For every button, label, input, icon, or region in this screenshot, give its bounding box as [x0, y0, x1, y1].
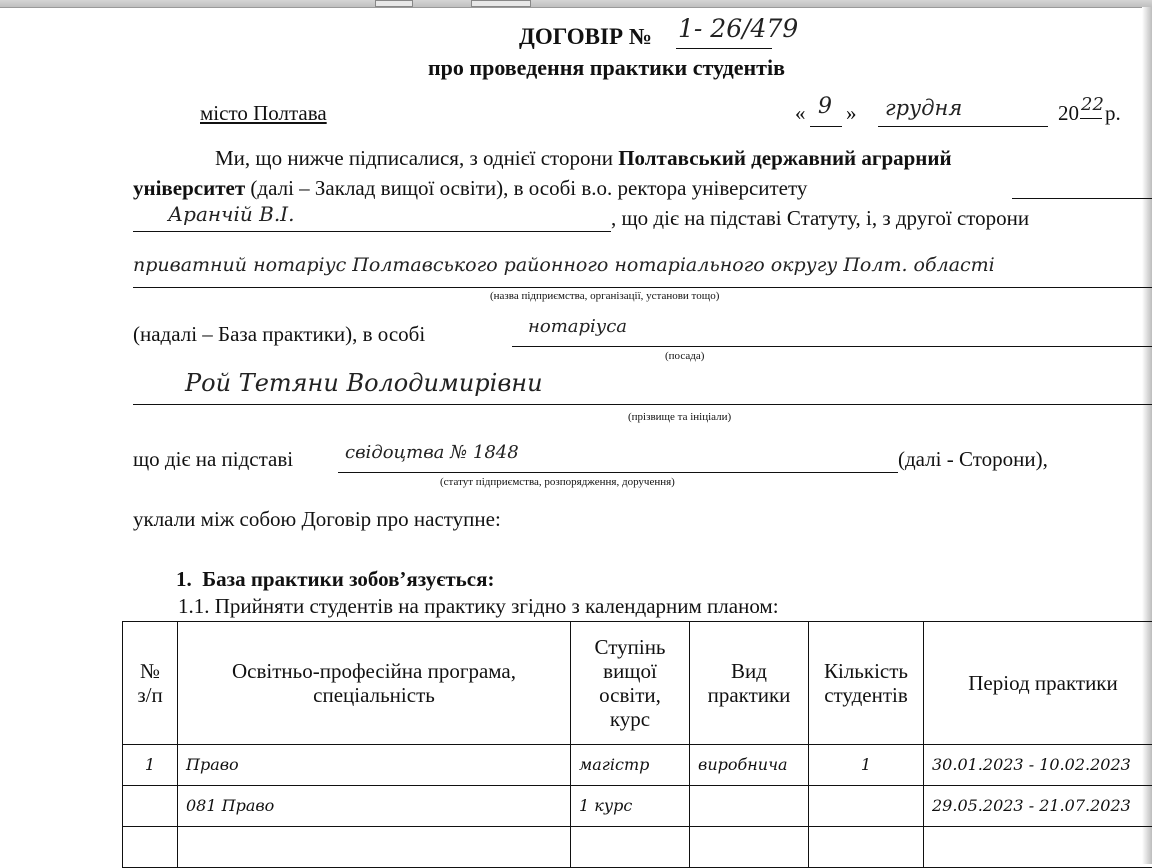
cell-level: [571, 827, 690, 868]
cell-count: 1: [809, 745, 924, 786]
table-row: [123, 786, 1152, 827]
base-position: нотаріуса: [528, 316, 627, 337]
organization-name: приватний нотаріус Полтавського районного нотаріального округу Полт. області: [133, 254, 995, 276]
header-type-line: практики: [692, 683, 806, 707]
header-period: [924, 622, 1152, 745]
section-1-1-text: 1.1. Прийняти студентів на практику згідно з календарним планом:: [178, 594, 779, 619]
intro-line-1: [215, 146, 952, 171]
header-num-line: з/п: [125, 683, 175, 707]
basis-suffix: (далі - Сторони),: [898, 447, 1048, 472]
intro-line-1-text: Ми, що нижче підписалися, з однієї сторони: [215, 146, 618, 170]
cell-program: Право: [178, 745, 571, 786]
header-program-line: Освітньо-професійна програма,: [180, 659, 568, 683]
practice-plan-table: [122, 621, 1152, 868]
cell-period: 30.01.2023 - 10.02.2023: [924, 745, 1152, 786]
header-period-line: Період практики: [926, 671, 1152, 695]
date-year-underline: [1080, 118, 1102, 119]
header-level-line: Ступінь: [573, 635, 687, 659]
position-underline: [512, 346, 1152, 347]
date-year-prefix: 20: [1058, 101, 1079, 126]
organization-underline: [133, 287, 1152, 288]
contract-number: 1- 26/479: [678, 14, 798, 43]
date-open-quote: «: [795, 101, 806, 126]
rector-name: Аранчій В.І.: [168, 202, 294, 226]
cell-period: 29.05.2023 - 21.07.2023: [924, 786, 1152, 827]
cell-program: 081 Право: [178, 786, 571, 827]
university-name-part1: Полтавський державний аграрний: [618, 146, 951, 170]
cell-num: 1: [123, 745, 178, 786]
person-hint: (прізвище та ініціали): [628, 411, 731, 423]
organization-hint: (назва підприємства, організації, установи тощо): [490, 290, 719, 302]
toolbar-zoom-field[interactable]: [471, 0, 531, 7]
contract-title-prefix: ДОГОВІР №: [519, 24, 652, 49]
cell-type: [690, 827, 809, 868]
header-count-line: студентів: [811, 683, 921, 707]
contract-subtitle: про проведення практики студентів: [428, 55, 785, 81]
position-hint: (посада): [665, 350, 704, 362]
base-text: (надалі – База практики), в особі: [133, 322, 425, 347]
intro-line-2-text: (далі – Заклад вищої освіти), в особі в.о. ректора університету: [245, 176, 807, 200]
cell-num: [123, 827, 178, 868]
table-row: [123, 827, 1152, 868]
table-row: [123, 745, 1152, 786]
cell-type: [690, 786, 809, 827]
cell-period: [924, 827, 1152, 868]
date-day-underline: [810, 126, 842, 127]
cell-num: [123, 786, 178, 827]
header-level-line: вищої: [573, 659, 687, 683]
rector-name-underline: [133, 231, 611, 232]
header-program-line: спеціальність: [180, 683, 568, 707]
date-month-underline: [878, 126, 1048, 127]
toolbar-button[interactable]: [375, 0, 413, 7]
basis-label: що діє на підставі: [133, 447, 293, 472]
header-count: [809, 622, 924, 745]
intro-line-3: , що діє на підставі Статуту, і, з другої сторони: [611, 206, 1029, 231]
table-header-row: [123, 622, 1152, 745]
date-day: 9: [818, 94, 832, 119]
header-program: [178, 622, 571, 745]
header-num-line: №: [125, 659, 175, 683]
date-year-end: р.: [1105, 101, 1121, 126]
section-1-heading: 1. База практики зобов’язується:: [176, 567, 494, 592]
rector-underline-end: [1012, 198, 1152, 199]
header-type-line: Вид: [692, 659, 806, 683]
cell-program: [178, 827, 571, 868]
contract-title: [519, 24, 652, 50]
date-close-quote: »: [846, 101, 857, 126]
header-num: [123, 622, 178, 745]
header-count-line: Кількість: [811, 659, 921, 683]
basis-underline: [338, 472, 898, 473]
cell-type: виробнича: [690, 745, 809, 786]
cell-level: 1 курс: [571, 786, 690, 827]
basis-document: свідоцтва № 1848: [345, 442, 519, 463]
university-name-part2: університет: [133, 176, 245, 200]
cell-count: [809, 827, 924, 868]
date-year-suffix: 22: [1081, 94, 1104, 115]
cell-level: магістр: [571, 745, 690, 786]
basis-hint: (статут підприємства, розпорядження, доручення): [440, 476, 675, 488]
contract-number-underline: [676, 48, 772, 49]
header-level: [571, 622, 690, 745]
city: місто Полтава: [200, 101, 327, 126]
person-underline: [133, 404, 1152, 405]
intro-line-2: [133, 176, 807, 201]
header-type: [690, 622, 809, 745]
date-month: грудня: [885, 96, 962, 120]
base-person: Рой Тетяни Володимирівни: [185, 369, 543, 397]
header-level-line: курс: [573, 707, 687, 731]
viewer-toolbar: [0, 0, 1152, 8]
concluded-text: уклали між собою Договір про наступне:: [133, 507, 501, 532]
cell-count: [809, 786, 924, 827]
header-level-line: освіти,: [573, 683, 687, 707]
